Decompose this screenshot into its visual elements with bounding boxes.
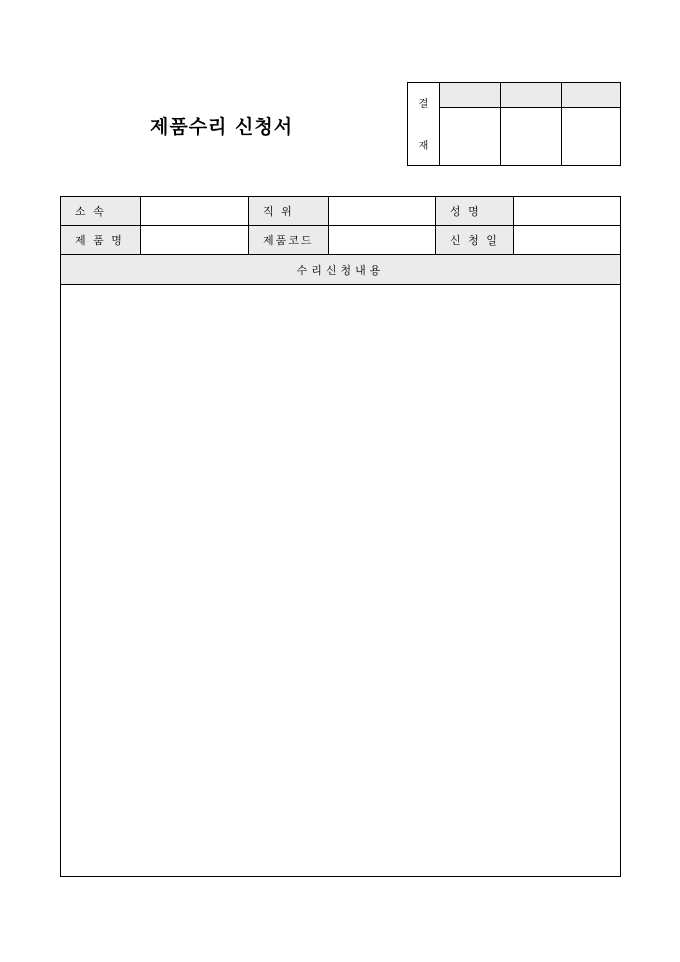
position-label: 직 위 [249, 197, 329, 225]
position-field[interactable] [329, 197, 436, 225]
repair-details-header: 수리신청내용 [61, 255, 620, 285]
request-date-field[interactable] [514, 226, 620, 254]
approval-divider [561, 83, 562, 165]
request-date-label: 신 청 일 [436, 226, 514, 254]
product-name-label: 제 품 명 [61, 226, 141, 254]
approval-header-row [440, 83, 620, 108]
approval-divider [500, 83, 501, 165]
product-code-label: 제품코드 [249, 226, 329, 254]
approval-sign-cell-2[interactable] [502, 109, 560, 165]
approval-box [407, 82, 621, 166]
affiliation-field[interactable] [141, 197, 249, 225]
repair-request-form [60, 196, 621, 877]
product-code-field[interactable] [329, 226, 436, 254]
name-label: 성 명 [436, 197, 514, 225]
form-row-1 [61, 197, 620, 226]
repair-details-textarea[interactable] [61, 285, 620, 876]
approval-label-top: 결 [418, 99, 429, 110]
affiliation-label: 소 속 [61, 197, 141, 225]
approval-label-bottom: 재 [418, 141, 429, 152]
approval-label-column [408, 83, 440, 165]
approval-sign-cell-3[interactable] [563, 109, 620, 165]
page-title: 제품수리 신청서 [150, 116, 294, 138]
product-name-field[interactable] [141, 226, 249, 254]
name-field[interactable] [514, 197, 620, 225]
approval-sign-cell-1[interactable] [441, 109, 499, 165]
form-row-2 [61, 226, 620, 255]
